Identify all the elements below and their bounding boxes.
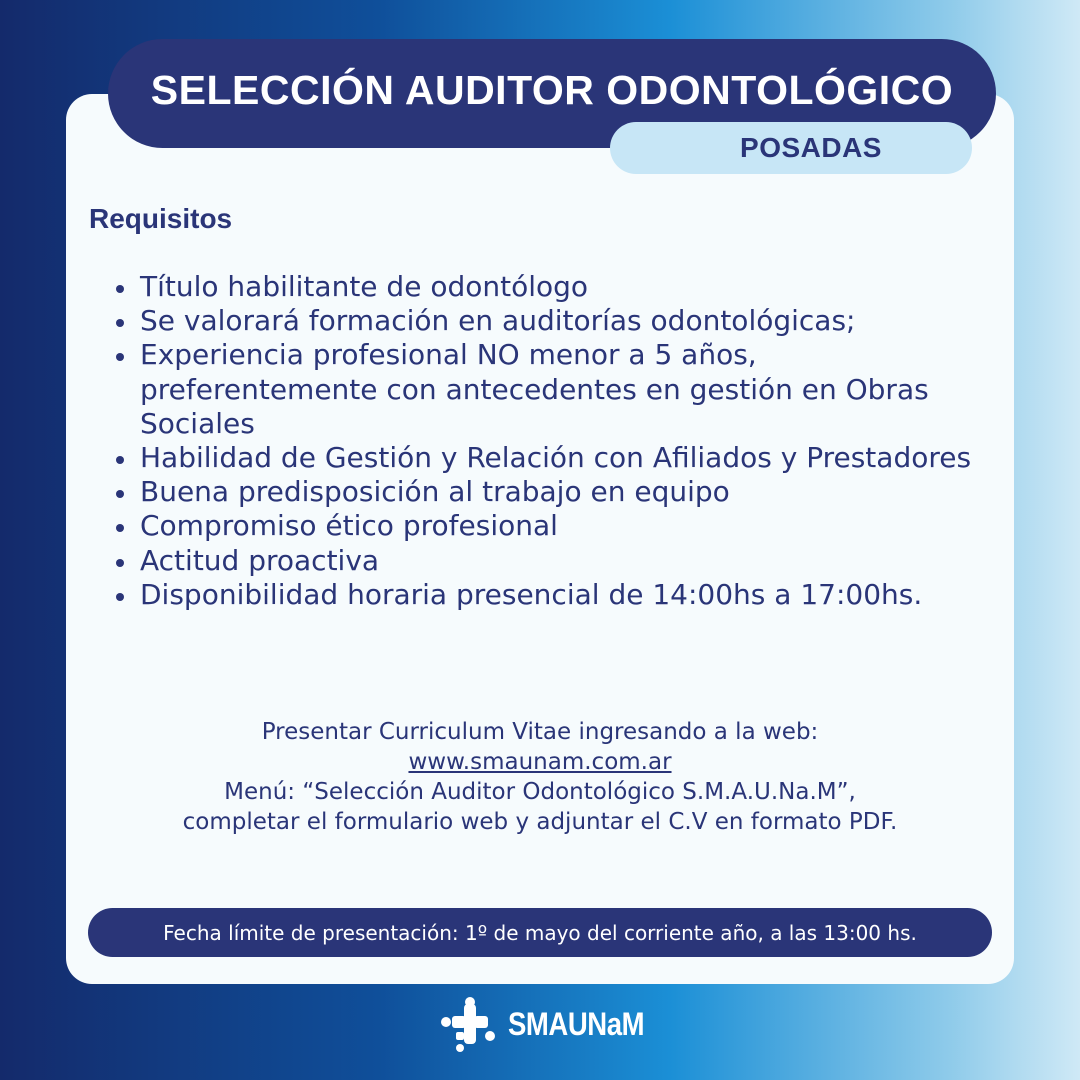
requirement-item: Disponibilidad horaria presencial de 14:00hs a 17:00hs.	[140, 578, 980, 612]
logo-wordmark: SMAUNaM	[508, 1005, 645, 1042]
deadline-text: Fecha límite de presentación: 1º de mayo del corriente año, a las 13:00 hs.	[163, 920, 917, 945]
requirement-item: Experiencia profesional NO menor a 5 años, preferentemente con antecedentes en gestión en Obras Sociales	[140, 338, 980, 441]
puzzle-cross-icon	[438, 996, 502, 1052]
city-label: POSADAS	[740, 132, 882, 163]
instructions-line: Menú: “Selección Auditor Odontológico S.M.A.U.Na.M”,	[224, 779, 856, 805]
website-link[interactable]: www.smaunam.com.ar	[408, 749, 672, 775]
requirement-item: Compromiso ético profesional	[140, 509, 980, 543]
deadline-banner	[88, 908, 992, 957]
application-instructions	[90, 717, 990, 837]
requirement-item: Actitud proactiva	[140, 544, 980, 578]
page-title: SELECCIÓN AUDITOR ODONTOLÓGICO	[150, 67, 954, 113]
requirement-item: Se valorará formación en auditorías odontológicas;	[140, 304, 980, 338]
requirement-item: Título habilitante de odontólogo	[140, 270, 980, 304]
requirement-item: Habilidad de Gestión y Relación con Afiliados y Prestadores	[140, 441, 980, 475]
requirements-heading: Requisitos	[89, 203, 233, 234]
instructions-line: Presentar Curriculum Vitae ingresando a la web:	[261, 719, 819, 745]
city-badge	[610, 122, 972, 174]
smaunam-logo	[438, 996, 666, 1052]
requirement-item: Buena predisposición al trabajo en equipo	[140, 475, 980, 509]
requirements-list	[140, 270, 980, 612]
instructions-line: completar el formulario web y adjuntar el C.V en formato PDF.	[182, 809, 898, 835]
